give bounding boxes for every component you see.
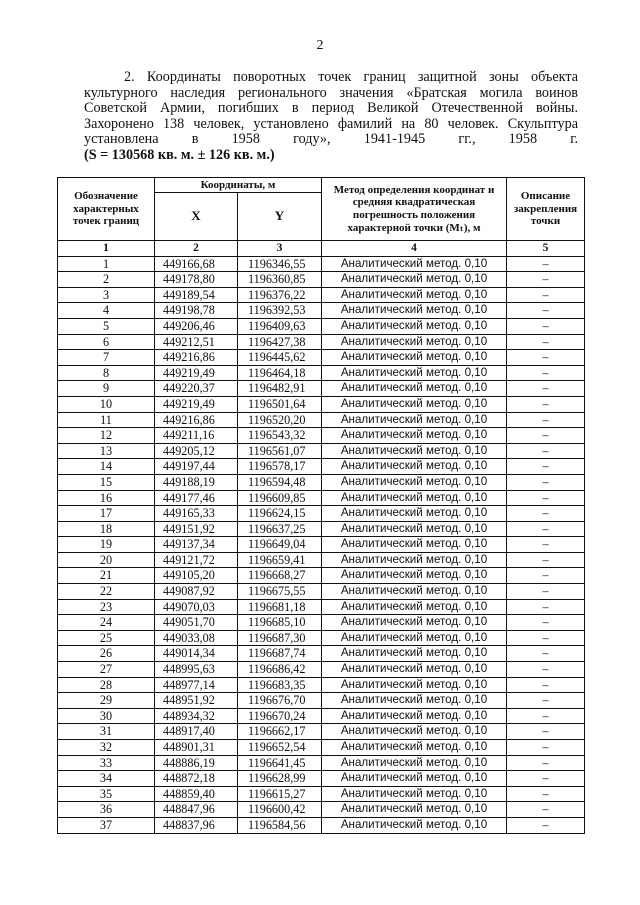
x-coordinate: 449178,80 [155,272,238,288]
point-number: 17 [58,506,155,522]
method-cell: Аналитический метод. 0,10 [322,303,507,319]
y-coordinate: 1196662,17 [238,724,322,740]
point-number: 29 [58,693,155,709]
table-row [58,552,585,568]
table-row [58,303,585,319]
method-cell: Аналитический метод. 0,10 [322,552,507,568]
x-coordinate: 449121,72 [155,552,238,568]
point-number: 31 [58,724,155,740]
x-coordinate: 449137,34 [155,537,238,553]
point-number: 20 [58,552,155,568]
table-row [58,615,585,631]
method-cell: Аналитический метод. 0,10 [322,412,507,428]
y-coordinate: 1196628,99 [238,771,322,787]
point-number: 22 [58,584,155,600]
description-cell: – [507,755,585,771]
column-number: 2 [155,241,238,257]
method-cell: Аналитический метод. 0,10 [322,428,507,444]
method-cell: Аналитический метод. 0,10 [322,568,507,584]
point-number: 14 [58,459,155,475]
y-coordinate: 1196360,85 [238,272,322,288]
method-cell: Аналитический метод. 0,10 [322,334,507,350]
table-body [58,241,585,834]
description-cell: – [507,740,585,756]
method-cell: Аналитический метод. 0,10 [322,287,507,303]
table-row [58,786,585,802]
x-coordinate: 449189,54 [155,287,238,303]
description-cell: – [507,365,585,381]
method-cell: Аналитический метод. 0,10 [322,365,507,381]
x-coordinate: 449216,86 [155,412,238,428]
table-row [58,646,585,662]
y-coordinate: 1196675,55 [238,584,322,600]
y-coordinate: 1196346,55 [238,256,322,272]
point-number: 7 [58,350,155,366]
description-cell: – [507,256,585,272]
y-coordinate: 1196609,85 [238,490,322,506]
table-row [58,755,585,771]
point-number: 3 [58,287,155,303]
x-coordinate: 448977,14 [155,677,238,693]
point-number: 32 [58,740,155,756]
description-cell: – [507,646,585,662]
table-row [58,506,585,522]
table-row [58,490,585,506]
x-coordinate: 448859,40 [155,786,238,802]
y-coordinate: 1196637,25 [238,521,322,537]
y-coordinate: 1196649,04 [238,537,322,553]
x-coordinate: 449166,68 [155,256,238,272]
point-number: 15 [58,474,155,490]
y-coordinate: 1196676,70 [238,693,322,709]
method-cell: Аналитический метод. 0,10 [322,786,507,802]
x-coordinate: 449219,49 [155,396,238,412]
point-number: 10 [58,396,155,412]
x-coordinate: 449033,08 [155,630,238,646]
point-number: 16 [58,490,155,506]
x-coordinate: 449220,37 [155,381,238,397]
table-row [58,318,585,334]
column-number: 5 [507,241,585,257]
table-row [58,708,585,724]
y-coordinate: 1196392,53 [238,303,322,319]
method-cell: Аналитический метод. 0,10 [322,646,507,662]
x-coordinate: 448901,31 [155,740,238,756]
x-coordinate: 448847,96 [155,802,238,818]
method-cell: Аналитический метод. 0,10 [322,662,507,678]
point-number: 33 [58,755,155,771]
table-row [58,599,585,615]
method-cell: Аналитический метод. 0,10 [322,615,507,631]
x-coordinate: 449205,12 [155,443,238,459]
description-cell: – [507,786,585,802]
x-coordinate: 449014,34 [155,646,238,662]
description-cell: – [507,599,585,615]
method-cell: Аналитический метод. 0,10 [322,802,507,818]
table-row [58,568,585,584]
point-number: 28 [58,677,155,693]
point-number: 30 [58,708,155,724]
method-cell: Аналитический метод. 0,10 [322,474,507,490]
method-cell: Аналитический метод. 0,10 [322,630,507,646]
description-cell: – [507,506,585,522]
x-coordinate: 448872,18 [155,771,238,787]
description-cell: – [507,459,585,475]
description-cell: – [507,615,585,631]
point-number: 21 [58,568,155,584]
intro-paragraph [84,70,578,164]
y-coordinate: 1196600,42 [238,802,322,818]
table-row [58,537,585,553]
intro-line: Захоронено 138 человек, установлено фамилий на 80 человек. Скульптура [84,115,578,132]
method-cell: Аналитический метод. 0,10 [322,381,507,397]
description-cell: – [507,443,585,459]
y-coordinate: 1196687,30 [238,630,322,646]
point-number: 19 [58,537,155,553]
x-coordinate: 449211,16 [155,428,238,444]
method-cell: Аналитический метод. 0,10 [322,506,507,522]
point-number: 35 [58,786,155,802]
x-coordinate: 448837,96 [155,817,238,833]
x-coordinate: 449219,49 [155,365,238,381]
point-number: 24 [58,615,155,631]
table-row [58,287,585,303]
column-number: 4 [322,241,507,257]
column-number: 1 [58,241,155,257]
description-cell: – [507,350,585,366]
method-cell: Аналитический метод. 0,10 [322,708,507,724]
x-coordinate: 449151,92 [155,521,238,537]
table-row [58,771,585,787]
description-cell: – [507,630,585,646]
header-y: Y [238,193,322,241]
table-row [58,740,585,756]
method-cell: Аналитический метод. 0,10 [322,256,507,272]
y-coordinate: 1196681,18 [238,599,322,615]
table-row [58,443,585,459]
description-cell: – [507,677,585,693]
y-coordinate: 1196445,62 [238,350,322,366]
header-x: X [155,193,238,241]
y-coordinate: 1196686,42 [238,662,322,678]
description-cell: – [507,272,585,288]
point-number: 13 [58,443,155,459]
x-coordinate: 448951,92 [155,693,238,709]
area-line: (S = 130568 кв. м. ± 126 кв. м.) [84,146,275,163]
y-coordinate: 1196683,35 [238,677,322,693]
description-cell: – [507,552,585,568]
method-cell: Аналитический метод. 0,10 [322,443,507,459]
header-designation: Обозначение характерных точек границ [58,178,155,241]
x-coordinate: 449105,20 [155,568,238,584]
description-cell: – [507,521,585,537]
point-number: 5 [58,318,155,334]
point-number: 4 [58,303,155,319]
point-number: 9 [58,381,155,397]
y-coordinate: 1196409,63 [238,318,322,334]
description-cell: – [507,568,585,584]
y-coordinate: 1196685,10 [238,615,322,631]
header-method: Метод определения координат и средняя квадратическая погрешность положения характерной точки (Mₜ), м [322,178,507,241]
y-coordinate: 1196594,48 [238,474,322,490]
column-numbers-row [58,241,585,257]
y-coordinate: 1196641,45 [238,755,322,771]
point-number: 23 [58,599,155,615]
y-coordinate: 1196482,91 [238,381,322,397]
y-coordinate: 1196668,27 [238,568,322,584]
point-number: 12 [58,428,155,444]
method-cell: Аналитический метод. 0,10 [322,740,507,756]
point-number: 34 [58,771,155,787]
y-coordinate: 1196501,64 [238,396,322,412]
description-cell: – [507,802,585,818]
point-number: 18 [58,521,155,537]
intro-line: установлена в 1958 году», 1941-1945 гг., 1958 г. [84,131,578,148]
y-coordinate: 1196578,17 [238,459,322,475]
table-row [58,662,585,678]
method-cell: Аналитический метод. 0,10 [322,817,507,833]
description-cell: – [507,396,585,412]
x-coordinate: 449087,92 [155,584,238,600]
table-row [58,334,585,350]
y-coordinate: 1196376,22 [238,287,322,303]
description-cell: – [507,287,585,303]
x-coordinate: 449206,46 [155,318,238,334]
y-coordinate: 1196652,54 [238,740,322,756]
point-number: 26 [58,646,155,662]
y-coordinate: 1196624,15 [238,506,322,522]
table-row [58,474,585,490]
description-cell: – [507,474,585,490]
x-coordinate: 449051,70 [155,615,238,631]
table-row [58,677,585,693]
intro-line: Советской Армии, погибших в период Великой Отечественной войны. [84,100,578,117]
x-coordinate: 448934,32 [155,708,238,724]
method-cell: Аналитический метод. 0,10 [322,396,507,412]
table-row [58,365,585,381]
description-cell: – [507,537,585,553]
y-coordinate: 1196520,20 [238,412,322,428]
x-coordinate: 448886,19 [155,755,238,771]
table-row [58,428,585,444]
method-cell: Аналитический метод. 0,10 [322,318,507,334]
intro-line: 2. Координаты поворотных точек границ защитной зоны объекта [124,69,578,85]
point-number: 2 [58,272,155,288]
x-coordinate: 449197,44 [155,459,238,475]
method-cell: Аналитический метод. 0,10 [322,490,507,506]
description-cell: – [507,724,585,740]
y-coordinate: 1196615,27 [238,786,322,802]
method-cell: Аналитический метод. 0,10 [322,599,507,615]
y-coordinate: 1196584,56 [238,817,322,833]
method-cell: Аналитический метод. 0,10 [322,755,507,771]
point-number: 25 [58,630,155,646]
table-row [58,817,585,833]
method-cell: Аналитический метод. 0,10 [322,350,507,366]
point-number: 11 [58,412,155,428]
y-coordinate: 1196687,74 [238,646,322,662]
description-cell: – [507,708,585,724]
method-cell: Аналитический метод. 0,10 [322,584,507,600]
method-cell: Аналитический метод. 0,10 [322,459,507,475]
point-number: 27 [58,662,155,678]
y-coordinate: 1196543,32 [238,428,322,444]
x-coordinate: 449188,19 [155,474,238,490]
column-number: 3 [238,241,322,257]
y-coordinate: 1196670,24 [238,708,322,724]
header-description: Описание закрепления точки [507,178,585,241]
method-cell: Аналитический метод. 0,10 [322,693,507,709]
point-number: 8 [58,365,155,381]
method-cell: Аналитический метод. 0,10 [322,724,507,740]
x-coordinate: 449070,03 [155,599,238,615]
table-row [58,350,585,366]
x-coordinate: 449198,78 [155,303,238,319]
description-cell: – [507,662,585,678]
table-row [58,693,585,709]
x-coordinate: 449212,51 [155,334,238,350]
description-cell: – [507,490,585,506]
point-number: 36 [58,802,155,818]
method-cell: Аналитический метод. 0,10 [322,521,507,537]
table-row [58,412,585,428]
y-coordinate: 1196659,41 [238,552,322,568]
x-coordinate: 449177,46 [155,490,238,506]
table-row [58,272,585,288]
point-number: 1 [58,256,155,272]
page-number: 2 [316,38,324,53]
coordinates-table [57,177,585,834]
description-cell: – [507,412,585,428]
table-row [58,256,585,272]
x-coordinate: 449216,86 [155,350,238,366]
description-cell: – [507,381,585,397]
method-cell: Аналитический метод. 0,10 [322,537,507,553]
description-cell: – [507,303,585,319]
header-coordinates: Координаты, м [155,178,322,193]
description-cell: – [507,771,585,787]
description-cell: – [507,428,585,444]
table-row [58,396,585,412]
intro-line: культурного наследия регионального значения «Братская могила воинов [84,84,578,101]
table-row [58,630,585,646]
description-cell: – [507,817,585,833]
table-row [58,724,585,740]
y-coordinate: 1196464,18 [238,365,322,381]
table-row [58,381,585,397]
y-coordinate: 1196561,07 [238,443,322,459]
y-coordinate: 1196427,38 [238,334,322,350]
point-number: 37 [58,817,155,833]
point-number: 6 [58,334,155,350]
x-coordinate: 449165,33 [155,506,238,522]
method-cell: Аналитический метод. 0,10 [322,771,507,787]
table-row [58,584,585,600]
x-coordinate: 448995,63 [155,662,238,678]
table-row [58,521,585,537]
method-cell: Аналитический метод. 0,10 [322,272,507,288]
x-coordinate: 448917,40 [155,724,238,740]
table-row [58,802,585,818]
description-cell: – [507,334,585,350]
method-cell: Аналитический метод. 0,10 [322,677,507,693]
description-cell: – [507,693,585,709]
description-cell: – [507,318,585,334]
description-cell: – [507,584,585,600]
table-row [58,459,585,475]
